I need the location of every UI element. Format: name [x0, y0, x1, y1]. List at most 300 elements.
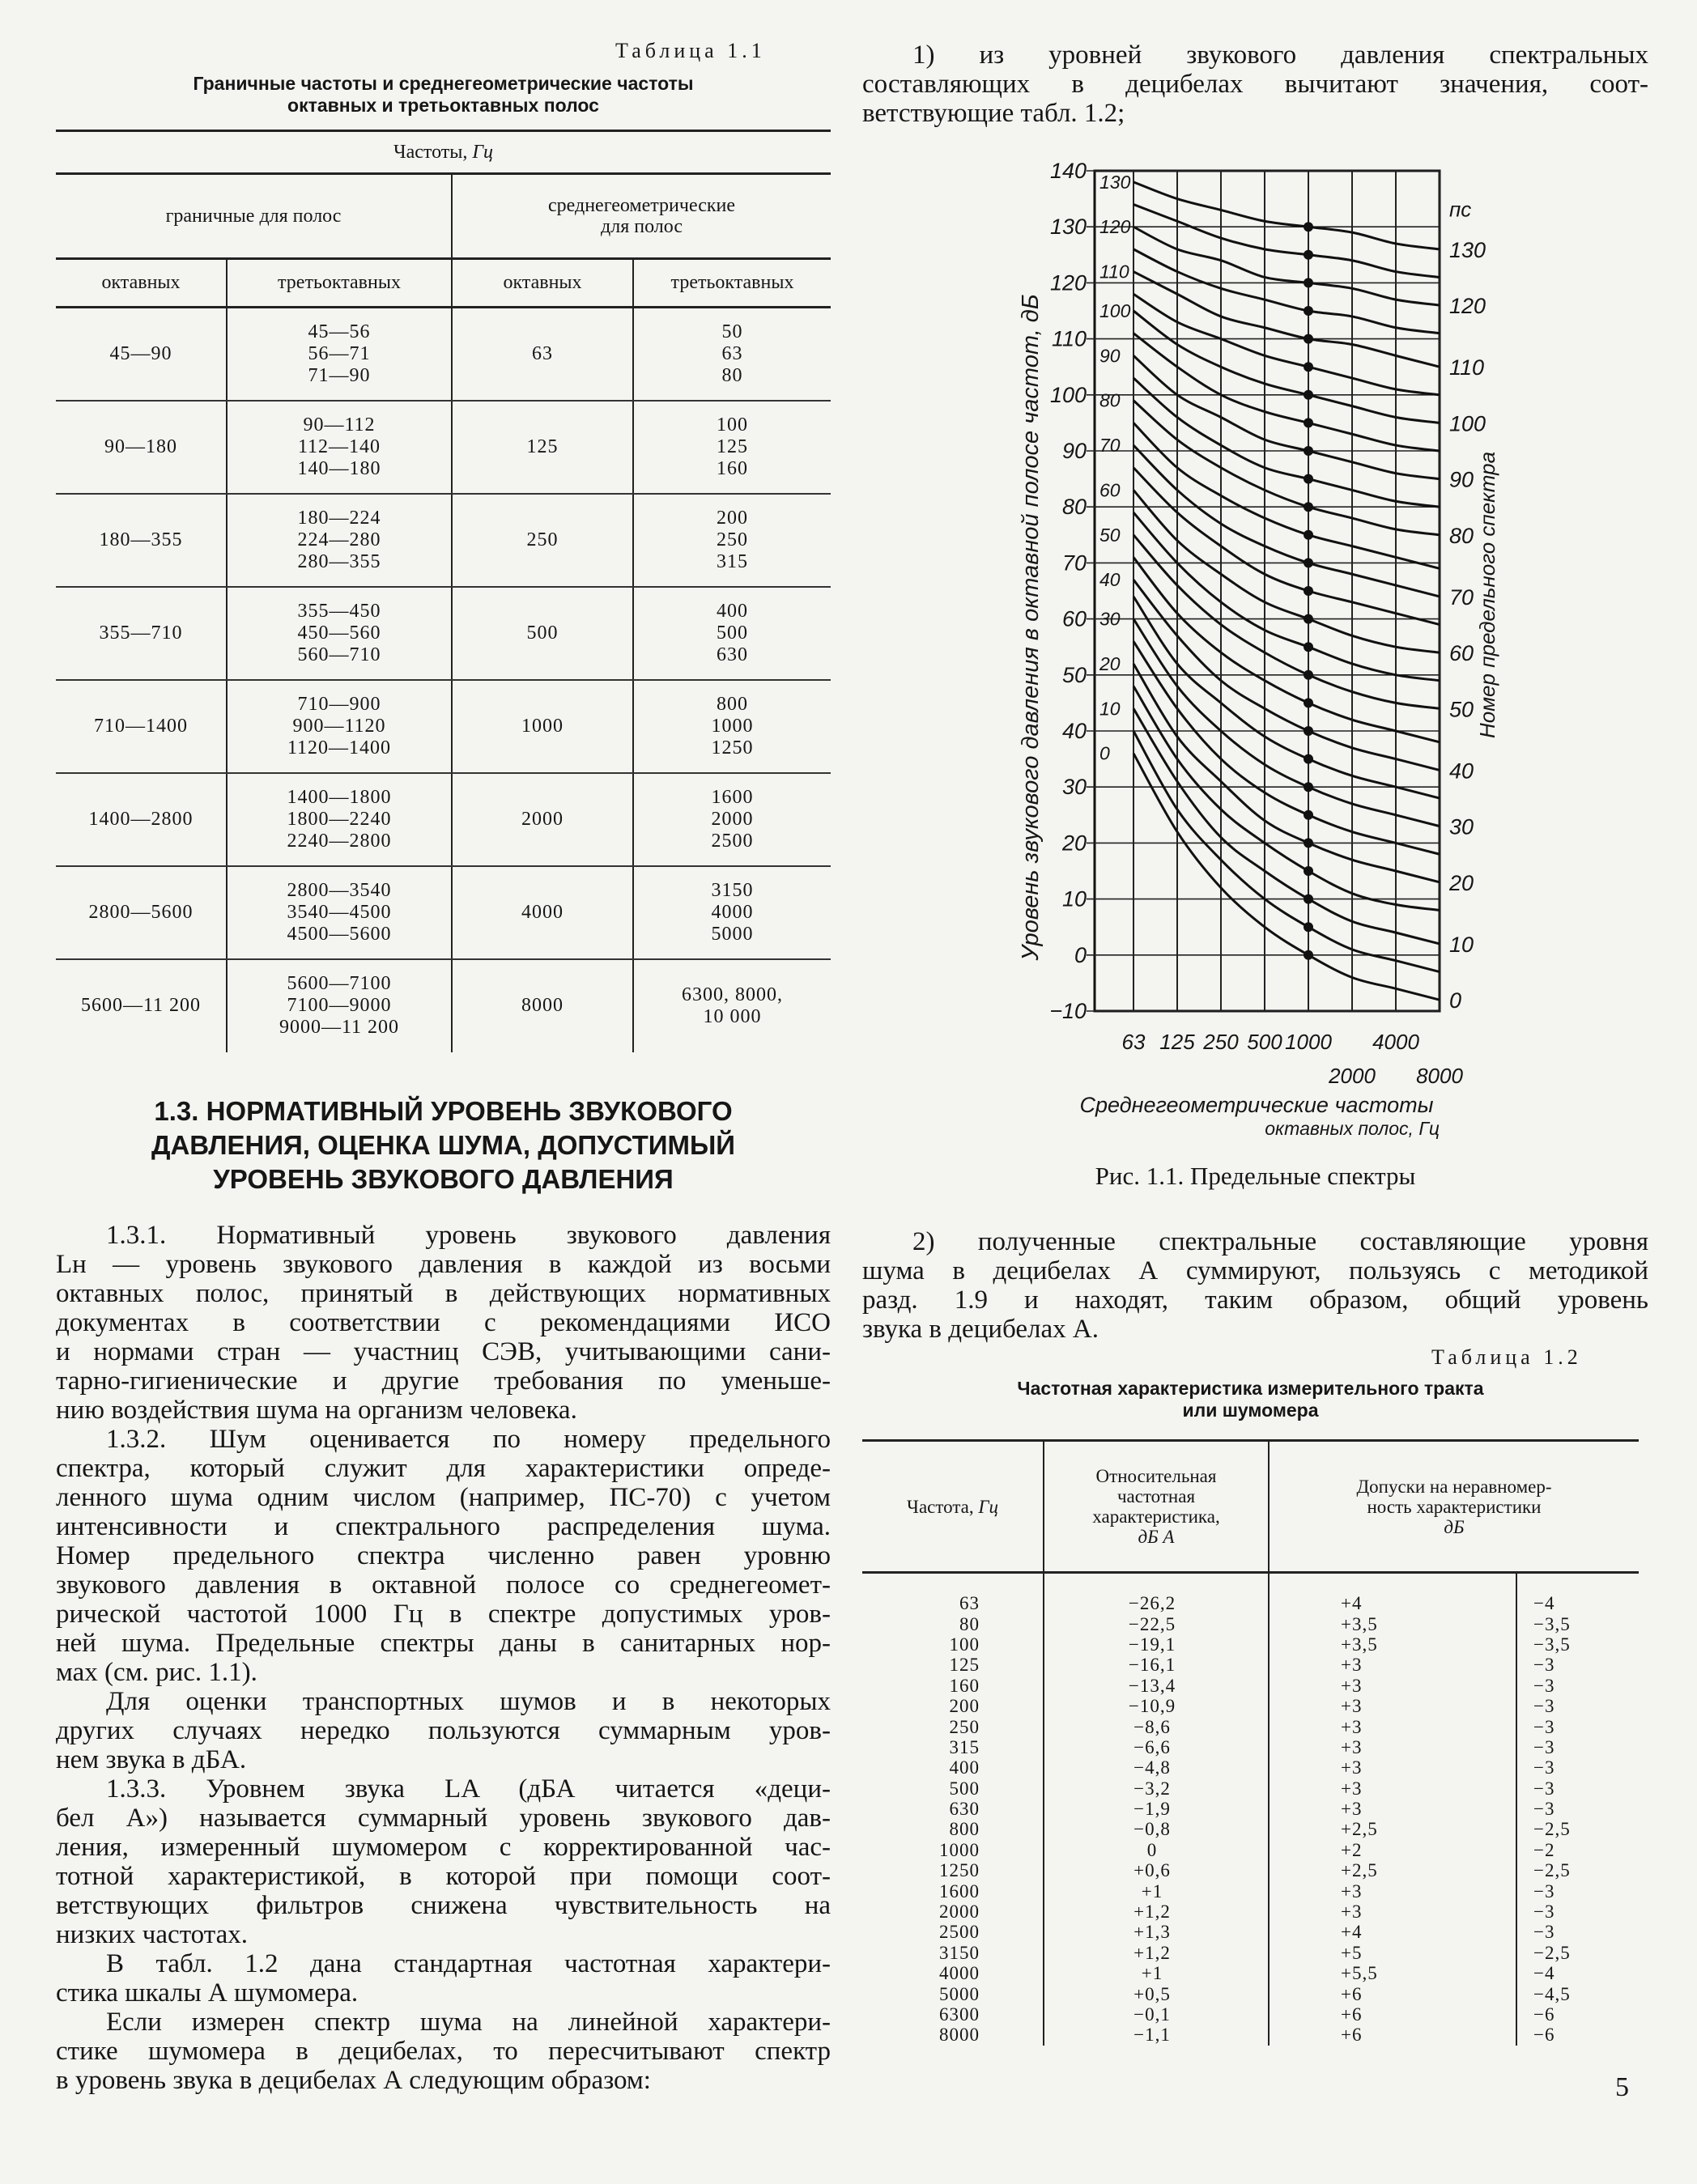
tolerance-minus-cell: −4 [1533, 1963, 1555, 1984]
limit-spectrum-curve [1133, 597, 1440, 798]
page-number: 5 [1615, 2072, 1629, 2102]
text-line: тотной характеристикой, в которой при помощи соот- [56, 1862, 831, 1891]
limit-spectrum-number-label: 120 [1449, 294, 1486, 319]
third-octave-mean: 250 [717, 529, 749, 550]
curve-marker-1000hz [1304, 754, 1313, 764]
header-text: Частоты, [393, 141, 468, 163]
curve-start-label: 130 [1099, 171, 1131, 193]
third-octave-band: 2800—3540 [287, 879, 392, 901]
text-line: составляющих в децибелах вычитают значения, соот- [862, 70, 1648, 99]
table-row [862, 1880, 1639, 1901]
third-octave-means-cell [633, 494, 831, 587]
limit-spectrum-curve [1133, 619, 1440, 826]
frequency-cell: 6300 [862, 2004, 1044, 2025]
y-tick-label: 140 [1049, 159, 1087, 183]
y-tick-label: 60 [1061, 606, 1087, 631]
header-unit: Гц [978, 1496, 998, 1517]
right-axis-title: Номер предельного спектра [1475, 451, 1499, 739]
frequency-cell: 80 [862, 1613, 1044, 1634]
curve-start-label: 120 [1099, 216, 1131, 238]
header-mean-group [452, 174, 831, 259]
curve-start-label: 30 [1099, 608, 1121, 630]
table-row [56, 494, 831, 587]
table-row [862, 2025, 1639, 2045]
third-octave-mean: 100 [717, 414, 749, 436]
y-tick-label: 120 [1049, 270, 1087, 295]
limit-spectrum-number-label: 80 [1449, 523, 1474, 548]
frequency-cell: 2000 [862, 1901, 1044, 1922]
tolerance-minus-cell: −6 [1533, 2004, 1555, 2025]
tolerance-plus-cell: +4 [1269, 1922, 1516, 1942]
table-row [56, 680, 831, 773]
limit-spectrum-number-label: 20 [1449, 870, 1474, 895]
limit-spectrum-number-label: 10 [1449, 932, 1474, 957]
tolerance-plus-cell: +3 [1269, 1737, 1516, 1757]
relative-response-cell: −8,6 [1044, 1716, 1269, 1736]
third-octave-band: 2240—2800 [287, 830, 392, 852]
x-tick-label: 125 [1159, 1030, 1195, 1054]
relative-response-cell: −1,9 [1044, 1799, 1269, 1819]
text-line: шума в децибелах А суммируют, пользуясь с методикой [862, 1256, 1648, 1285]
third-octave-band: 112—140 [297, 436, 381, 457]
table-row [862, 1676, 1639, 1696]
limit-spectrum-number-label: 70 [1449, 584, 1474, 610]
frequency-cell: 1600 [862, 1880, 1044, 1901]
octave-mean-cell: 125 [452, 401, 633, 494]
limit-spectrum-curve [1133, 182, 1440, 249]
text-line: разд. 1.9 и находят, таким образом, общий уровень [862, 1285, 1648, 1315]
table-row [862, 1696, 1639, 1716]
relative-response-cell: −10,9 [1044, 1696, 1269, 1716]
third-octave-band: 180—224 [297, 507, 381, 529]
curve-start-label: 50 [1099, 524, 1121, 546]
third-octave-mean: 5000 [711, 923, 754, 945]
tolerance-minus-cell: −3 [1533, 1799, 1555, 1820]
table-row [862, 1716, 1639, 1736]
limit-spectrum-curve [1133, 512, 1440, 681]
tolerance-plus-cell: +6 [1269, 2004, 1516, 2025]
y-tick-label: 80 [1061, 495, 1087, 520]
table-row [862, 1819, 1639, 1839]
table-row [862, 1922, 1639, 1942]
third-octave-band: 140—180 [297, 457, 381, 479]
heading-line: ДАВЛЕНИЯ, ОЦЕНКА ШУМА, ДОПУСТИМЫЙ [151, 1130, 736, 1160]
y-tick-label: 50 [1061, 662, 1087, 687]
curve-marker-1000hz [1304, 866, 1313, 876]
tolerance-plus-cell: +3,5 [1269, 1613, 1516, 1634]
text-line: интенсивности и спектрального распределения шума. [56, 1512, 831, 1541]
text-line: бел А») называется суммарный уровень звукового дав- [56, 1804, 831, 1833]
third-octave-mean: 2000 [711, 808, 754, 830]
figure-1-1 [996, 154, 1546, 1158]
header-unit: Гц [472, 141, 494, 163]
table-row [862, 1655, 1639, 1675]
relative-response-cell: −19,1 [1044, 1634, 1269, 1655]
frequency-cell: 200 [862, 1696, 1044, 1716]
tolerance-minus-cell: −4,5 [1533, 1983, 1571, 2004]
table-row [862, 1737, 1639, 1757]
limit-spectrum-number-label: 110 [1449, 355, 1485, 380]
x-tick-label: 500 [1247, 1030, 1282, 1054]
tolerance-plus-cell: +3 [1269, 1880, 1516, 1901]
tolerance-minus-cell: −2 [1533, 1839, 1555, 1860]
curve-start-label: 60 [1099, 479, 1121, 501]
header-unit: дБ А [1138, 1527, 1175, 1547]
tolerance-minus-cell: −3 [1533, 1880, 1555, 1901]
third-octave-mean: 800 [717, 693, 749, 715]
y-tick-label: 100 [1049, 382, 1087, 407]
table-row [862, 1860, 1639, 1880]
intro-text [862, 40, 1648, 128]
table-row [56, 308, 831, 401]
tolerance-plus-cell: +5 [1269, 1943, 1516, 1963]
tolerance-plus-cell: +3 [1269, 1778, 1516, 1799]
octave-band-cell: 355—710 [56, 587, 227, 680]
third-octave-band: 1400—1800 [287, 786, 392, 808]
y-tick-label: 20 [1061, 831, 1087, 856]
frequency-cell: 160 [862, 1676, 1044, 1696]
curve-marker-1000hz [1304, 278, 1313, 287]
relative-response-cell: −6,6 [1044, 1737, 1269, 1757]
tolerance-plus-cell: +3 [1269, 1716, 1516, 1736]
limit-spectrum-curve [1133, 334, 1440, 451]
curve-marker-1000hz [1304, 698, 1313, 707]
header-line: для полос [601, 216, 683, 237]
octave-band-cell: 710—1400 [56, 680, 227, 773]
curve-marker-1000hz [1304, 614, 1313, 624]
relative-response-cell: +1,3 [1044, 1922, 1269, 1942]
table-row [862, 1901, 1639, 1922]
text-line: звука в децибелах А. [862, 1315, 1099, 1344]
table-row [862, 1757, 1639, 1778]
relative-response-cell: −26,2 [1044, 1573, 1269, 1614]
curve-start-label: 70 [1099, 435, 1121, 457]
octave-mean-cell: 500 [452, 587, 633, 680]
third-octave-mean: 6300, 8000, [682, 984, 784, 1005]
third-octave-band: 4500—5600 [287, 923, 392, 945]
curve-marker-1000hz [1304, 642, 1313, 652]
table-row [862, 1634, 1639, 1655]
relative-response-cell: −13,4 [1044, 1676, 1269, 1696]
table-title-line: Частотная характеристика измерительного тракта [1017, 1378, 1484, 1399]
frequency-cell: 5000 [862, 1983, 1044, 2003]
tolerance-plus-cell: +3 [1269, 1696, 1516, 1716]
y-tick-label: 110 [1051, 326, 1087, 351]
curve-marker-1000hz [1304, 950, 1313, 960]
y-tick-label: 90 [1061, 439, 1087, 463]
tolerance-plus-cell: +6 [1269, 1983, 1516, 2003]
y-tick-label: 70 [1061, 550, 1087, 576]
third-octave-mean: 4000 [711, 901, 754, 923]
table-row [862, 1943, 1639, 1963]
limit-spectrum-number-label: 0 [1449, 988, 1462, 1013]
limit-spectrum-curve [1133, 535, 1440, 709]
text-line: стика шкалы А шумомера. [56, 1978, 359, 2008]
text-line: в уровень звука в децибелах А следующим образом: [56, 2066, 651, 2095]
curve-marker-1000hz [1304, 894, 1313, 904]
tolerance-minus-cell: −2,5 [1533, 1942, 1571, 1963]
subheader-third-octave: третьоктавных [227, 259, 452, 308]
curve-marker-1000hz [1304, 782, 1313, 792]
relative-response-cell: 0 [1044, 1840, 1269, 1860]
tolerance-plus-cell: +2 [1269, 1840, 1516, 1860]
tolerance-minus-cell: −3 [1533, 1922, 1555, 1943]
tolerance-minus-cell: −3 [1533, 1778, 1555, 1799]
tolerance-minus-cell: −3 [1533, 1655, 1555, 1676]
limit-spectrum-curve [1133, 227, 1440, 305]
frequency-cell: 1000 [862, 1840, 1044, 1860]
text-line: документах в соответствии с рекомендациями ИСО [56, 1308, 831, 1337]
table-row [862, 1963, 1639, 1983]
third-octave-mean: 200 [717, 507, 749, 529]
table-row [862, 2004, 1639, 2025]
limit-spectrum-curve [1133, 664, 1440, 882]
curve-start-label: 100 [1099, 300, 1131, 321]
y-tick-label: 40 [1061, 719, 1087, 743]
x-tick-label: 1000 [1285, 1030, 1332, 1054]
y-tick-label: 30 [1061, 775, 1087, 800]
curve-marker-1000hz [1304, 558, 1313, 567]
tolerance-minus-cell: −2,5 [1533, 1860, 1571, 1881]
third-octave-band: 9000—11 200 [279, 1017, 400, 1038]
third-octave-means-cell [633, 773, 831, 866]
octave-band-cell: 45—90 [56, 308, 227, 401]
third-octave-bands-cell [227, 866, 452, 959]
relative-response-cell: +1,2 [1044, 1943, 1269, 1963]
tolerance-minus-cell: −3 [1533, 1675, 1555, 1696]
table-title-line: или шумомера [1182, 1400, 1319, 1421]
text-line: и нормами стран — участниц СЭВ, учитывающими сани- [56, 1337, 831, 1366]
tolerance-plus-cell: +3 [1269, 1901, 1516, 1922]
table-1-1-title [56, 73, 831, 117]
relative-response-cell: +0,6 [1044, 1860, 1269, 1880]
third-octave-bands-cell [227, 401, 452, 494]
third-octave-mean: 80 [721, 364, 743, 386]
tolerance-minus-cell: −2,5 [1533, 1819, 1571, 1840]
heading-line: 1.3. НОРМАТИВНЫЙ УРОВЕНЬ ЗВУКОВОГО [154, 1096, 733, 1126]
third-octave-mean: 3150 [711, 879, 754, 901]
third-octave-mean: 500 [717, 622, 749, 644]
tolerance-minus-cell: −3 [1533, 1736, 1555, 1757]
octave-band-cell: 5600—11 200 [56, 959, 227, 1052]
relative-response-cell: −4,8 [1044, 1757, 1269, 1778]
text-line: Номер предельного спектра численно равен уровню [56, 1541, 831, 1570]
text-line: Для оценки транспортных шумов и в некоторых [106, 1687, 831, 1716]
frequency-cell: 250 [862, 1716, 1044, 1736]
curve-start-label: 40 [1099, 569, 1121, 591]
limit-spectrum-number-label: 50 [1449, 697, 1474, 722]
y-tick-label: 130 [1049, 215, 1087, 240]
figure-caption: Рис. 1.1. Предельные спектры [1095, 1162, 1416, 1190]
text-line: Lн — уровень звукового давления в каждой из восьми [56, 1250, 831, 1279]
limit-spectrum-curve [1133, 731, 1440, 972]
table-row [862, 1613, 1639, 1634]
table-row [862, 1983, 1639, 2003]
tolerance-plus-cell: +3 [1269, 1676, 1516, 1696]
curve-marker-1000hz [1304, 726, 1313, 736]
limit-spectrum-number-label: 130 [1449, 237, 1486, 262]
curve-marker-1000hz [1304, 838, 1313, 848]
third-octave-mean: 1600 [711, 786, 754, 808]
table-row [56, 959, 831, 1052]
octave-mean-cell: 4000 [452, 866, 633, 959]
curve-start-label: 10 [1099, 698, 1121, 720]
text-line: 1.3.2. Шум оценивается по номеру предельного [106, 1425, 831, 1454]
tolerance-plus-cell: +2,5 [1269, 1860, 1516, 1880]
curve-marker-1000hz [1304, 306, 1313, 316]
x-tick-label: 63 [1121, 1030, 1146, 1054]
header-line: среднегеометрические [548, 195, 736, 216]
curve-marker-1000hz [1304, 222, 1313, 232]
table-row [862, 1840, 1639, 1860]
text-line: звукового давления в октавной полосе со среднегеомет- [56, 1570, 831, 1600]
tolerance-plus-cell: +3 [1269, 1757, 1516, 1778]
curve-marker-1000hz [1304, 922, 1313, 932]
curve-start-label: 110 [1099, 261, 1129, 283]
limit-spectrum-curve [1133, 754, 1440, 1000]
tolerance-minus-cell: −3 [1533, 1757, 1555, 1778]
curve-marker-1000hz [1304, 502, 1313, 512]
header-line: частотная [1116, 1486, 1196, 1506]
curve-start-label: 20 [1099, 652, 1121, 674]
third-octave-band: 355—450 [297, 600, 381, 622]
curve-marker-1000hz [1304, 810, 1313, 820]
table-row [56, 866, 831, 959]
tolerance-plus-cell: +6 [1269, 2025, 1516, 2045]
tolerance-plus-cell: +3 [1269, 1799, 1516, 1819]
table-1-1-label: Таблица 1.1 [615, 39, 766, 62]
table-1-1 [56, 130, 831, 1052]
table-row [862, 1573, 1639, 1614]
relative-response-cell: −22,5 [1044, 1613, 1269, 1634]
tolerance-minus-cell: −6 [1533, 2025, 1555, 2046]
third-octave-band: 1120—1400 [287, 737, 392, 758]
third-octave-mean: 125 [717, 436, 749, 457]
header-line: характеристика, [1092, 1506, 1220, 1527]
subheader-octave: октавных [56, 259, 227, 308]
curve-marker-1000hz [1304, 474, 1313, 484]
tolerance-minus-cell: −3,5 [1533, 1613, 1571, 1634]
header-line: ность характеристики [1367, 1496, 1542, 1517]
octave-mean-cell: 8000 [452, 959, 633, 1052]
third-octave-mean: 315 [717, 550, 749, 572]
third-octave-band: 280—355 [297, 550, 381, 572]
frequency-cell: 4000 [862, 1963, 1044, 1983]
limit-spectrum-curve [1133, 272, 1440, 368]
tolerance-plus-cell: +4 [1269, 1573, 1516, 1614]
text-line: рической частотой 1000 Гц в спектре допустимых уров- [56, 1600, 831, 1629]
frequency-cell: 3150 [862, 1943, 1044, 1963]
tolerance-minus-cell: −4 [1533, 1593, 1555, 1614]
y-tick-label: 10 [1061, 886, 1087, 911]
frequency-cell: 630 [862, 1799, 1044, 1819]
third-octave-bands-cell [227, 959, 452, 1052]
y-tick-label: 0 [1074, 942, 1087, 967]
header-text: Частота, [907, 1496, 974, 1517]
tolerance-plus-cell: +5,5 [1269, 1963, 1516, 1983]
third-octave-bands-cell [227, 494, 452, 587]
text-line: 1.3.1. Нормативный уровень звукового давления [106, 1221, 831, 1250]
limit-spectrum-curve [1133, 205, 1440, 278]
relative-response-cell: +1,2 [1044, 1901, 1269, 1922]
tolerance-plus-cell: +3 [1269, 1655, 1516, 1675]
frequency-cell: 100 [862, 1634, 1044, 1655]
third-octave-means-cell [633, 959, 831, 1052]
frequency-cell: 500 [862, 1778, 1044, 1799]
third-octave-bands-cell [227, 680, 452, 773]
third-octave-band: 90—112 [303, 414, 376, 436]
third-octave-band: 45—56 [308, 321, 371, 342]
text-line: других случаях нередко пользуются суммарным уров- [56, 1716, 831, 1745]
subheader-third-octave: третьоктавных [633, 259, 831, 308]
tolerance-minus-cell: −3 [1533, 1901, 1555, 1923]
text-line: стике шумомера в децибелах, то пересчитывают спектр [56, 2037, 831, 2066]
curve-start-label: 80 [1099, 389, 1121, 411]
text-line: ленного шума одним числом (например, ПС-70) с учетом [56, 1483, 831, 1512]
limit-spectrum-number-label: 60 [1449, 641, 1474, 666]
header-relative-response [1044, 1441, 1269, 1573]
curve-marker-1000hz [1304, 446, 1313, 456]
third-octave-means-cell [633, 401, 831, 494]
curve-start-label: 0 [1099, 742, 1110, 764]
text-line: ней шума. Предельные спектры даны в санитарных нор- [56, 1629, 831, 1658]
y-axis-title: Уровень звукового давления в октавной полосе частот, дБ [1018, 294, 1044, 961]
third-octave-means-cell [633, 680, 831, 773]
table-1-2 [862, 1439, 1639, 2046]
header-unit: дБ [1444, 1516, 1465, 1537]
relative-response-cell: +1 [1044, 1963, 1269, 1983]
curve-marker-1000hz [1304, 390, 1313, 400]
frequency-cell: 63 [862, 1573, 1044, 1614]
third-octave-mean: 160 [717, 457, 749, 479]
section-heading [56, 1094, 831, 1196]
third-octave-band: 71—90 [308, 364, 371, 386]
octave-mean-cell: 250 [452, 494, 633, 587]
third-octave-means-cell [633, 308, 831, 401]
octave-band-cell: 1400—2800 [56, 773, 227, 866]
frequency-cell: 800 [862, 1819, 1044, 1839]
curve-marker-1000hz [1304, 670, 1313, 680]
octave-mean-cell: 2000 [452, 773, 633, 866]
third-octave-band: 1800—2240 [287, 808, 392, 830]
tolerance-plus-cell: +2,5 [1269, 1819, 1516, 1839]
table-1-2-label: Таблица 1.2 [1431, 1345, 1582, 1369]
limit-spectrum-number-label: 30 [1449, 814, 1474, 839]
tolerance-plus-cell: +3,5 [1269, 1634, 1516, 1655]
x-tick-label: 4000 [1372, 1030, 1419, 1054]
text-line: 1) из уровней звукового давления спектральных [912, 40, 1648, 70]
text-line: мах (см. рис. 1.1). [56, 1658, 257, 1687]
table-header-frequencies [56, 131, 831, 174]
tolerance-minus-cell: −3 [1533, 1716, 1555, 1737]
text-line: В табл. 1.2 дана стандартная частотная характери- [106, 1949, 831, 1978]
text-line: нию воздействия шума на организм человека. [56, 1396, 577, 1425]
header-frequency [862, 1441, 1044, 1573]
third-octave-mean: 630 [717, 644, 749, 665]
text-line: 2) полученные спектральные составляющие уровня [912, 1227, 1648, 1256]
x-tick-label: 2000 [1329, 1064, 1376, 1088]
header-line: Относительная [1095, 1466, 1217, 1486]
curve-marker-1000hz [1304, 334, 1313, 344]
octave-band-cell: 180—355 [56, 494, 227, 587]
third-octave-mean: 1000 [711, 715, 754, 737]
frequency-cell: 125 [862, 1655, 1044, 1675]
relative-response-cell: −0,8 [1044, 1819, 1269, 1839]
header-boundary-group: граничные для полос [56, 174, 452, 259]
header-tolerances [1269, 1441, 1639, 1573]
third-octave-bands-cell [227, 773, 452, 866]
third-octave-mean: 63 [721, 342, 743, 364]
